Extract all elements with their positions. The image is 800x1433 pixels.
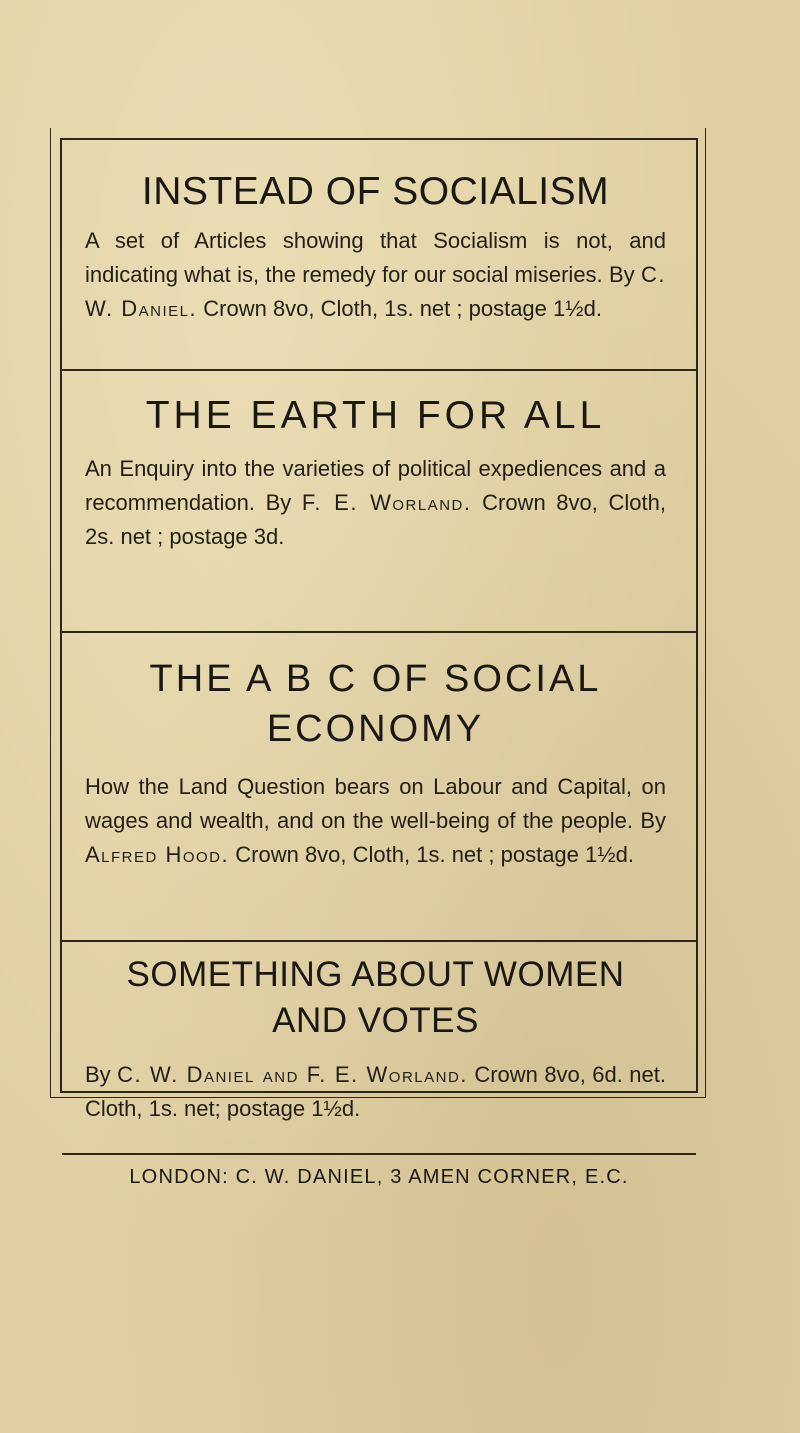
title-line: SOMETHING ABOUT WOMEN [126, 955, 625, 994]
description-text: How the Land Question bears on Labour and Capital, on wages and wealth, and on the well-being of the people. By [85, 774, 666, 833]
book-description [85, 224, 666, 326]
description-text: An Enquiry into the varieties of political expediences and a recommendation. By [85, 456, 666, 515]
book-description [85, 1058, 666, 1126]
title-line: ECONOMY [266, 708, 485, 750]
book-title: INSTEAD OF SOCIALISM [141, 170, 610, 213]
publisher-imprint: LONDON: C. W. DANIEL, 3 AMEN CORNER, E.C. [129, 1166, 629, 1188]
edition-details: Crown 8vo, 6d. net. Cloth, 1s. net; postage 1½d. [85, 1062, 666, 1121]
book-title [85, 952, 666, 1044]
book-title: THE EARTH FOR ALL [145, 394, 606, 437]
title-line: THE A B C OF SOCIAL [149, 658, 602, 700]
section-divider [62, 940, 696, 942]
edition-details: Crown 8vo, Cloth, 1s. net ; postage 1½d. [203, 296, 602, 321]
section-divider [62, 369, 696, 371]
section-divider [62, 1153, 696, 1155]
title-line: AND VOTES [272, 1001, 479, 1040]
author-name: C. W. Daniel. [85, 262, 666, 321]
author-name: Alfred Hood. [85, 842, 230, 867]
book-title [85, 654, 666, 754]
edition-details: Crown 8vo, Cloth, 2s. net ; postage 3d. [85, 490, 666, 549]
section-divider [62, 631, 696, 633]
book-entry-2 [62, 394, 696, 554]
edition-details: Crown 8vo, Cloth, 1s. net ; postage 1½d. [235, 842, 634, 867]
advertisement-frame [60, 138, 698, 1188]
description-text: By [85, 1062, 111, 1087]
book-description [85, 770, 666, 872]
description-text: A set of Articles showing that Socialism is not, and indicating what is, the remedy for our social miseries. By [85, 228, 666, 287]
author-name: F. E. Worland. [301, 490, 472, 515]
book-entry-1 [62, 170, 696, 326]
book-description [85, 452, 666, 554]
author-name: C. W. Daniel and F. E. Worland. [117, 1062, 468, 1087]
book-entry-3 [62, 654, 696, 872]
book-entry-4 [62, 952, 696, 1126]
